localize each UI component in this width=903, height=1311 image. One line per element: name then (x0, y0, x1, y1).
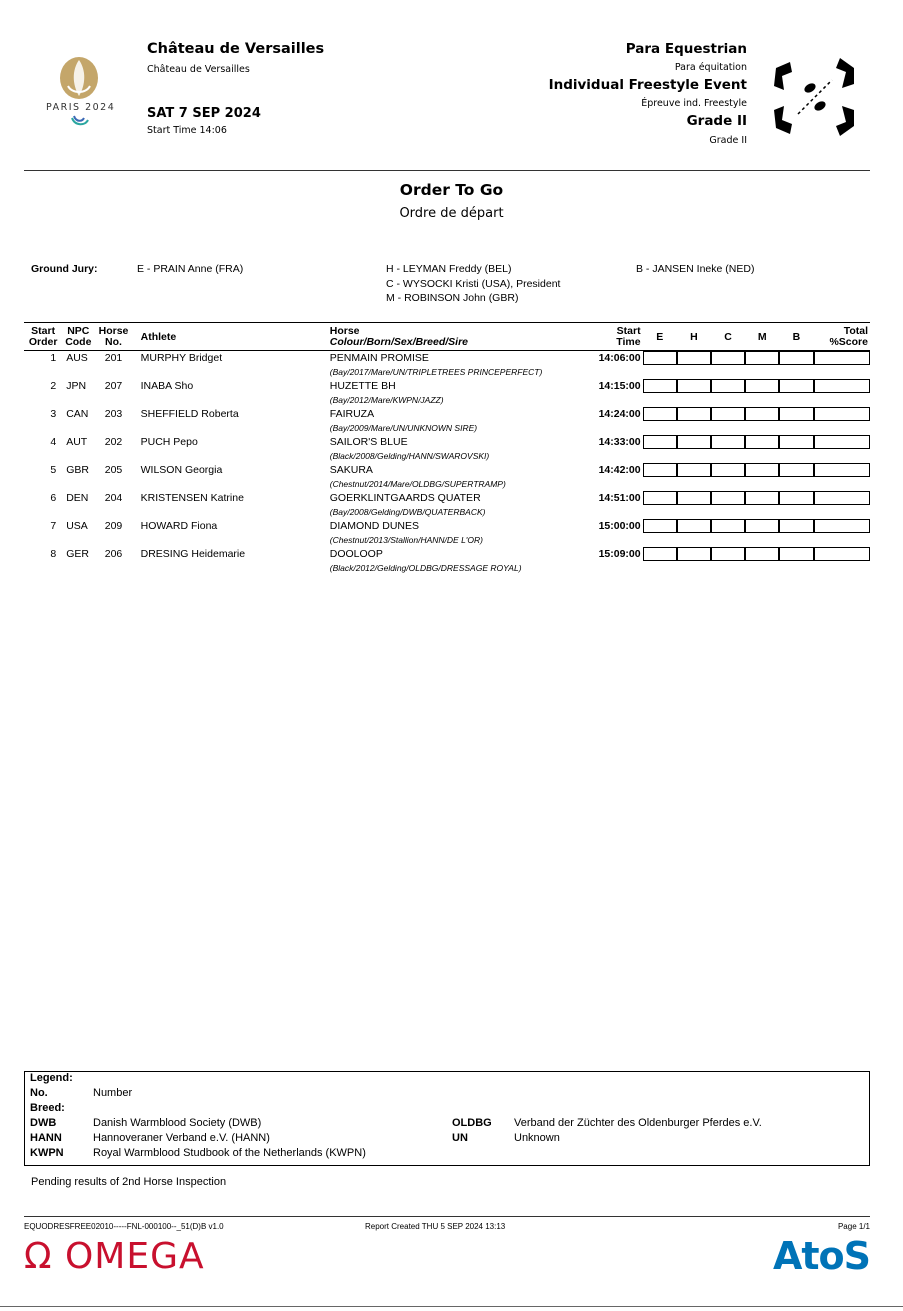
score-box-c (711, 519, 745, 533)
jury-e: E - PRAIN Anne (FRA) (137, 263, 244, 275)
horse-details-cell: (Black/2008/Gelding/HANN/SWAROVSKI) (329, 451, 490, 461)
para-equestrian-pictogram-icon (770, 54, 860, 140)
score-cell-h (677, 463, 711, 477)
details-spacer (24, 505, 322, 519)
col-c: C (711, 323, 745, 351)
details-spacer (643, 365, 870, 379)
details-spacer (24, 365, 322, 379)
page-bottom-edge (0, 1306, 903, 1307)
athlete-cell: PUCH Pepo (140, 436, 198, 448)
legend-title: Legend: (30, 1072, 73, 1084)
athlete-cell: KRISTENSEN Katrine (140, 492, 244, 504)
details-spacer (643, 421, 870, 435)
start-time-cell: 15:00:00 (598, 520, 641, 532)
table-row (24, 491, 870, 505)
details-spacer (643, 393, 870, 407)
score-cell-e (643, 435, 677, 449)
details-spacer (643, 533, 870, 547)
col-total: Total %Score (814, 323, 870, 351)
details-spacer (24, 421, 322, 435)
col-e: E (643, 323, 677, 351)
table-row-details (24, 505, 870, 519)
horse-no-cell: 205 (104, 464, 123, 476)
header-divider (24, 170, 870, 171)
score-cell-e (643, 407, 677, 421)
score-box-c (711, 463, 745, 477)
paris-2024-emblem-icon (44, 56, 114, 136)
jury-c: C - WYSOCKI Kristi (USA), President (386, 278, 561, 290)
table-row-details (24, 561, 870, 575)
score-box-c (711, 547, 745, 561)
col-npc-code: NPC Code (62, 323, 94, 351)
horse-details-cell: (Bay/2017/Mare/UN/TRIPLETREES PRINCEPERFECT) (329, 367, 543, 377)
start-order-cell: 3 (50, 408, 57, 420)
score-cell-m (745, 463, 779, 477)
start-time-cell: 14:42:00 (598, 464, 641, 476)
horse-name-cell: FAIRUZA (329, 408, 375, 420)
score-box-total (814, 435, 870, 449)
npc-code-cell: JPN (66, 380, 87, 392)
ground-jury-label: Ground Jury: (31, 263, 98, 275)
report-created: Report Created THU 5 SEP 2024 13:13 (365, 1222, 506, 1231)
score-box-h (677, 547, 711, 561)
score-box-e (643, 407, 677, 421)
npc-code-cell: AUS (66, 352, 88, 364)
table-header-row (24, 323, 870, 351)
sport-name: Para Equestrian (625, 41, 747, 57)
score-cell-m (745, 547, 779, 561)
horse-no-cell: 206 (104, 548, 123, 560)
sport-name-fr: Para équitation (674, 62, 747, 73)
score-box-total (814, 407, 870, 421)
table-row (24, 435, 870, 449)
col-athlete: Athlete (133, 323, 322, 351)
start-order-cell: 1 (50, 352, 57, 364)
paris-2024-logo (44, 56, 114, 136)
score-cell-b (779, 351, 813, 366)
table-row-details (24, 449, 870, 463)
legend-hann-key: HANN (30, 1132, 62, 1144)
score-cell-m (745, 491, 779, 505)
legend-oldbg-value: Verband der Züchter des Oldenburger Pferdes e.V. (514, 1117, 762, 1129)
jury-h: H - LEYMAN Freddy (BEL) (386, 263, 512, 275)
athlete-cell: DRESING Heidemarie (140, 548, 246, 560)
horse-name-cell: DOOLOOP (329, 548, 383, 560)
score-box-m (745, 519, 779, 533)
score-cell-c (711, 463, 745, 477)
col-m: M (745, 323, 779, 351)
col-h: H (677, 323, 711, 351)
legend-un-value: Unknown (514, 1132, 560, 1144)
athlete-cell: HOWARD Fiona (140, 520, 218, 532)
start-time-cell: 14:51:00 (598, 492, 641, 504)
score-box-e (643, 547, 677, 561)
col-b: B (779, 323, 813, 351)
score-box-h (677, 519, 711, 533)
details-spacer (24, 533, 322, 547)
event-name: Individual Freestyle Event (548, 77, 747, 93)
score-cell-b (779, 491, 813, 505)
score-cell-total (814, 435, 870, 449)
legend-no-value: Number (93, 1087, 133, 1099)
npc-code-cell: CAN (66, 408, 89, 420)
jury-m: M - ROBINSON John (GBR) (386, 292, 519, 304)
score-box-total (814, 379, 870, 393)
score-box-b (779, 491, 813, 505)
start-time-cell: 15:09:00 (598, 548, 641, 560)
score-box-m (745, 547, 779, 561)
start-order-cell: 4 (50, 436, 57, 448)
score-cell-total (814, 491, 870, 505)
horse-details-cell: (Bay/2012/Mare/KWPN/JAZZ) (329, 395, 444, 405)
horse-no-cell: 203 (104, 408, 123, 420)
score-cell-c (711, 407, 745, 421)
table-row-details (24, 421, 870, 435)
score-box-b (779, 519, 813, 533)
horse-details-cell: (Chestnut/2014/Mare/OLDBG/SUPERTRAMP) (329, 479, 506, 489)
score-cell-total (814, 547, 870, 561)
score-cell-h (677, 435, 711, 449)
start-time-cell: 14:24:00 (598, 408, 641, 420)
start-order-cell: 7 (50, 520, 57, 532)
details-spacer (24, 449, 322, 463)
horse-no-cell: 207 (104, 380, 123, 392)
start-order-cell: 5 (50, 464, 57, 476)
jury-b: B - JANSEN Ineke (NED) (636, 263, 755, 275)
score-cell-total (814, 407, 870, 421)
table-row-details (24, 393, 870, 407)
legend-dwb-value: Danish Warmblood Society (DWB) (93, 1117, 262, 1129)
score-box-m (745, 407, 779, 421)
horse-name-cell: GOERKLINTGAARDS QUATER (329, 492, 481, 504)
score-cell-e (643, 379, 677, 393)
horse-name-cell: SAILOR'S BLUE (329, 436, 408, 448)
score-box-total (814, 491, 870, 505)
score-box-total (814, 547, 870, 561)
score-cell-m (745, 351, 779, 366)
score-cell-c (711, 547, 745, 561)
report-code: EQUODRESFREE02010-----FNL-000100--_51(D)B v1.0 (24, 1222, 224, 1231)
score-cell-c (711, 519, 745, 533)
score-cell-b (779, 547, 813, 561)
legend-no-key: No. (30, 1087, 48, 1099)
details-spacer (643, 561, 870, 575)
score-box-c (711, 379, 745, 393)
score-cell-b (779, 407, 813, 421)
score-box-c (711, 351, 745, 365)
score-box-b (779, 435, 813, 449)
legend-kwpn-value: Royal Warmblood Studbook of the Netherlands (KWPN) (93, 1147, 366, 1159)
score-box-h (677, 379, 711, 393)
score-box-e (643, 351, 677, 365)
score-box-e (643, 491, 677, 505)
table-row (24, 407, 870, 421)
score-box-e (643, 435, 677, 449)
score-cell-h (677, 351, 711, 366)
score-cell-h (677, 519, 711, 533)
horse-no-cell: 209 (104, 520, 123, 532)
details-spacer (643, 449, 870, 463)
athlete-cell: SHEFFIELD Roberta (140, 408, 239, 420)
page-number: Page 1/1 (837, 1222, 870, 1231)
score-box-m (745, 463, 779, 477)
score-box-m (745, 379, 779, 393)
score-box-total (814, 351, 870, 365)
score-cell-b (779, 519, 813, 533)
score-cell-m (745, 519, 779, 533)
score-box-b (779, 379, 813, 393)
score-cell-c (711, 435, 745, 449)
score-cell-b (779, 435, 813, 449)
start-order-cell: 2 (50, 380, 57, 392)
event-name-fr: Épreuve ind. Freestyle (641, 98, 747, 109)
col-start-time: Start Time (583, 323, 642, 351)
details-spacer (643, 477, 870, 491)
score-cell-c (711, 491, 745, 505)
venue-title: Château de Versailles (147, 41, 325, 57)
horse-details-cell: (Bay/2008/Gelding/DWB/QUATERBACK) (329, 507, 486, 517)
horse-name-cell: SAKURA (329, 464, 373, 476)
details-spacer (24, 393, 322, 407)
npc-code-cell: GBR (66, 464, 89, 476)
score-box-m (745, 351, 779, 365)
athlete-cell: INABA Sho (140, 380, 194, 392)
score-cell-total (814, 519, 870, 533)
score-cell-h (677, 547, 711, 561)
athlete-cell: WILSON Georgia (140, 464, 223, 476)
legend-hann-value: Hannoveraner Verband e.V. (HANN) (93, 1132, 270, 1144)
grade-fr: Grade II (709, 135, 747, 146)
legend-un-key: UN (452, 1132, 468, 1144)
table-row (24, 351, 870, 366)
legend-breed-title: Breed: (30, 1102, 65, 1114)
score-cell-h (677, 407, 711, 421)
legend-dwb-key: DWB (30, 1117, 57, 1129)
score-box-h (677, 435, 711, 449)
table-body (24, 351, 870, 576)
score-box-e (643, 519, 677, 533)
athlete-cell: MURPHY Bridget (140, 352, 223, 364)
horse-no-cell: 201 (104, 352, 123, 364)
score-cell-e (643, 547, 677, 561)
document-subtitle: Ordre de départ (399, 206, 504, 221)
atos-logo: AtoS (772, 1234, 870, 1278)
score-box-b (779, 351, 813, 365)
score-cell-b (779, 463, 813, 477)
score-cell-e (643, 491, 677, 505)
score-cell-total (814, 351, 870, 366)
horse-name-cell: DIAMOND DUNES (329, 520, 419, 532)
footer-divider (24, 1216, 870, 1217)
horse-no-cell: 202 (104, 436, 123, 448)
start-time-cell: 14:06:00 (598, 352, 641, 364)
table-row-details (24, 533, 870, 547)
start-order-cell: 6 (50, 492, 57, 504)
details-spacer (24, 561, 322, 575)
venue-subtitle: Château de Versailles (147, 64, 250, 75)
npc-code-cell: AUT (66, 436, 88, 448)
score-cell-e (643, 463, 677, 477)
col-start-order: Start Order (24, 323, 62, 351)
start-time: Start Time 14:06 (147, 125, 227, 136)
start-order-cell: 8 (50, 548, 57, 560)
document-title: Order To Go (399, 181, 504, 199)
score-cell-b (779, 379, 813, 393)
table-row (24, 463, 870, 477)
order-to-go-table (24, 322, 870, 575)
horse-details-cell: (Bay/2009/Mare/UN/UNKNOWN SIRE) (329, 423, 478, 433)
score-box-total (814, 519, 870, 533)
score-box-m (745, 491, 779, 505)
details-spacer (643, 505, 870, 519)
score-box-total (814, 463, 870, 477)
score-box-h (677, 491, 711, 505)
score-cell-c (711, 351, 745, 366)
omega-logo: Ω OMEGA (24, 1236, 205, 1277)
npc-code-cell: GER (66, 548, 89, 560)
start-time-cell: 14:33:00 (598, 436, 641, 448)
legend-kwpn-key: KWPN (30, 1147, 64, 1159)
score-box-e (643, 379, 677, 393)
grade: Grade II (686, 113, 747, 129)
legend-oldbg-key: OLDBG (452, 1117, 492, 1129)
details-spacer (24, 477, 322, 491)
event-date: SAT 7 SEP 2024 (147, 106, 261, 121)
score-cell-total (814, 379, 870, 393)
score-cell-m (745, 407, 779, 421)
npc-code-cell: DEN (66, 492, 89, 504)
score-cell-m (745, 435, 779, 449)
score-box-h (677, 407, 711, 421)
table-row (24, 379, 870, 393)
horse-details-cell: (Black/2012/Gelding/OLDBG/DRESSAGE ROYAL) (329, 563, 522, 573)
horse-name-cell: PENMAIN PROMISE (329, 352, 429, 364)
score-cell-e (643, 351, 677, 366)
horse-details-cell: (Chestnut/2013/Stallion/HANN/DE L'OR) (329, 535, 484, 545)
table-row (24, 519, 870, 533)
horse-no-cell: 204 (104, 492, 123, 504)
score-cell-h (677, 491, 711, 505)
score-box-h (677, 351, 711, 365)
score-box-m (745, 435, 779, 449)
legend-box (24, 1071, 870, 1166)
table-row-details (24, 477, 870, 491)
score-cell-e (643, 519, 677, 533)
start-time-cell: 14:15:00 (598, 380, 641, 392)
score-box-e (643, 463, 677, 477)
score-box-c (711, 407, 745, 421)
col-horse: Horse Colour/Born/Sex/Breed/Sire (322, 323, 584, 351)
horse-name-cell: HUZETTE BH (329, 380, 396, 392)
score-cell-m (745, 379, 779, 393)
table-row-details (24, 365, 870, 379)
score-box-b (779, 463, 813, 477)
col-horse-no: Horse No. (94, 323, 132, 351)
score-box-c (711, 491, 745, 505)
npc-code-cell: USA (66, 520, 88, 532)
pending-note: Pending results of 2nd Horse Inspection (31, 1176, 227, 1188)
score-box-h (677, 463, 711, 477)
paris-2024-text: PARIS 2024 (46, 102, 116, 113)
score-box-b (779, 407, 813, 421)
score-cell-h (677, 379, 711, 393)
score-cell-c (711, 379, 745, 393)
score-box-c (711, 435, 745, 449)
table-row (24, 547, 870, 561)
score-box-b (779, 547, 813, 561)
score-cell-total (814, 463, 870, 477)
